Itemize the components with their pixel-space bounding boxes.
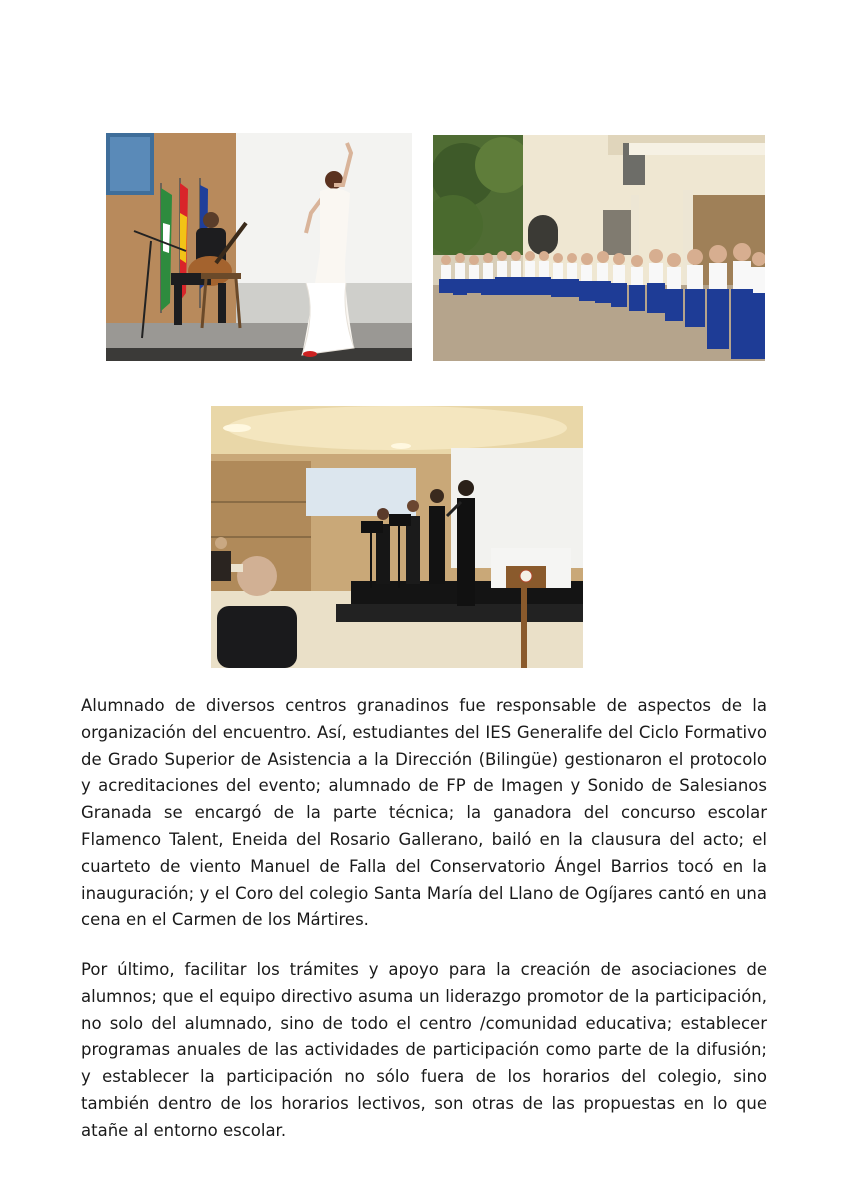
body-paragraph-2: Por último, facilitar los trámites y apoyo para la creación de asociaciones de alumnos; que el equipo directivo asuma un liderazgo promotor de la participación, no solo del alumnado, sino de todo el centro /comunidad educativa; establecer programas anuales de las actividades de participación como parte de la difusión; y establecer la participación no sólo fuera de los horarios del colegio, sino también dentro de los horarios lectivos, son otras de las propuestas en lo que atañe al entorno escolar. <box>81 960 767 1140</box>
photo-flamenco-performance <box>106 133 412 361</box>
body-paragraph-1: Alumnado de diversos centros granadinos fue responsable de aspectos de la organización del encuentro. Así, estudiantes del IES Generalife del Ciclo Formativo de Grado Superior de Asistencia a la Dirección (Bilingüe) gestionaron el protocolo y acreditaciones del evento; alumnado de FP de Imagen y Sonido de Salesianos Granada se encargó de la parte técnica; la ganadora del concurso escolar Flamenco Talent, Eneida del Rosario Gallerano, bailó en la clausura del acto; el cuarteto de viento Manuel de Falla del Conservatorio Ángel Barrios tocó en la inauguración; y el Coro del colegio Santa María del Llano de Ogíjares cantó en una cena en el Carmen de los Mártires. <box>81 696 767 930</box>
photo-children-choir <box>433 135 765 361</box>
photo-wind-quartet <box>211 406 583 668</box>
